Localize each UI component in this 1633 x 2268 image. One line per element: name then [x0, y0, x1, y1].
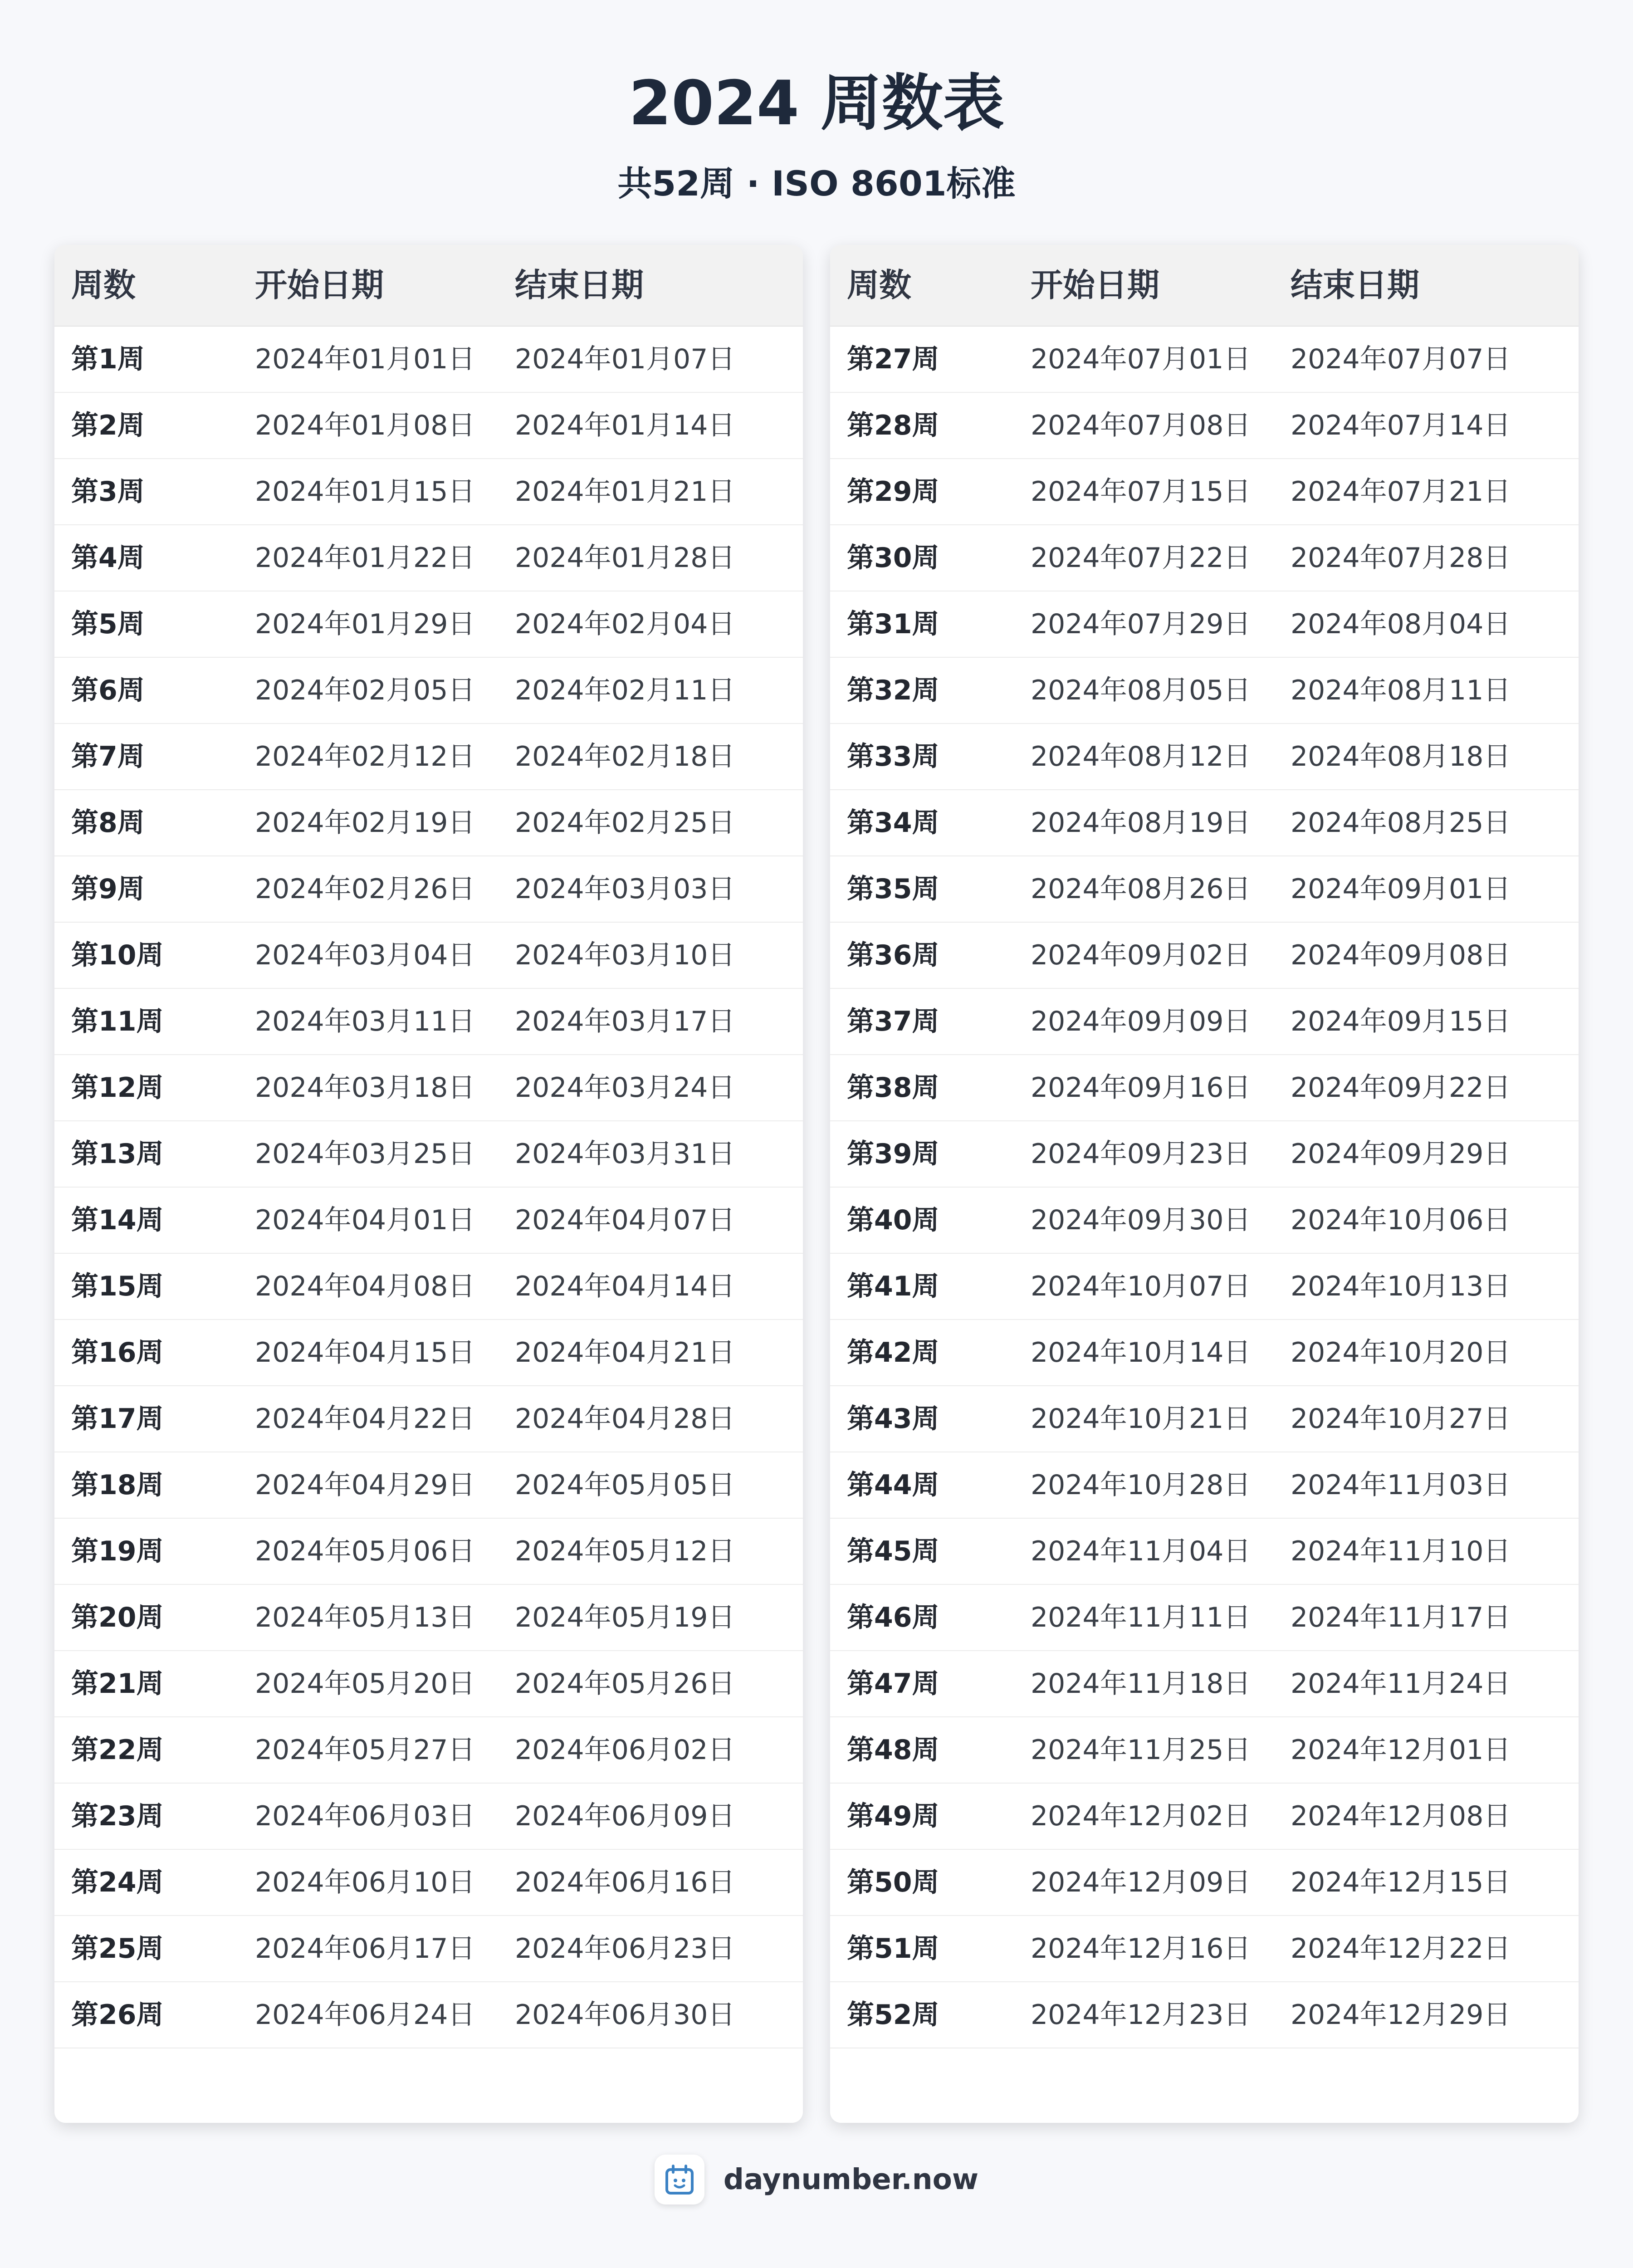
table-row	[54, 790, 803, 856]
end-date-cell: 2024年06月23日	[515, 1933, 735, 1965]
table-row	[830, 393, 1579, 459]
start-date-cell: 2024年04月08日	[255, 1271, 475, 1302]
end-date-cell: 2024年04月14日	[515, 1271, 735, 1302]
week-number-cell: 第13周	[71, 1138, 164, 1170]
table-row	[54, 1585, 803, 1651]
start-date-cell: 2024年10月28日	[1031, 1469, 1251, 1501]
end-date-cell: 2024年03月31日	[515, 1138, 735, 1170]
end-date-cell: 2024年11月24日	[1291, 1668, 1511, 1700]
start-date-cell: 2024年06月03日	[255, 1800, 475, 1832]
start-date-cell: 2024年09月02日	[1031, 939, 1251, 971]
end-date-cell: 2024年06月30日	[515, 1999, 735, 2031]
start-date-cell: 2024年07月15日	[1031, 476, 1251, 508]
end-date-cell: 2024年01月21日	[515, 476, 735, 508]
table-row	[54, 525, 803, 591]
week-number-cell: 第19周	[71, 1535, 164, 1567]
end-date-cell: 2024年05月19日	[515, 1602, 735, 1633]
table-row	[54, 1452, 803, 1519]
start-date-cell: 2024年02月26日	[255, 873, 475, 905]
week-number-cell: 第35周	[847, 873, 939, 905]
column-header-end-date: 结束日期	[515, 266, 644, 304]
week-number-cell: 第52周	[847, 1999, 939, 2031]
week-number-cell: 第18周	[71, 1469, 164, 1501]
start-date-cell: 2024年10月07日	[1031, 1271, 1251, 1302]
end-date-cell: 2024年09月29日	[1291, 1138, 1511, 1170]
start-date-cell: 2024年04月22日	[255, 1403, 475, 1435]
table-row	[54, 1784, 803, 1850]
column-header-week: 周数	[71, 266, 136, 304]
week-number-cell: 第6周	[71, 675, 145, 706]
start-date-cell: 2024年11月04日	[1031, 1535, 1251, 1567]
table-body	[54, 327, 803, 2048]
table-row	[54, 327, 803, 393]
column-header-start-date: 开始日期	[1031, 266, 1160, 304]
week-number-cell: 第20周	[71, 1602, 164, 1633]
end-date-cell: 2024年12月22日	[1291, 1933, 1511, 1965]
week-number-cell: 第10周	[71, 939, 164, 971]
week-number-cell: 第14周	[71, 1204, 164, 1236]
table-row	[830, 1519, 1579, 1585]
start-date-cell: 2024年05月20日	[255, 1668, 475, 1700]
table-row	[54, 1717, 803, 1784]
week-table-left	[54, 245, 803, 2123]
start-date-cell: 2024年02月19日	[255, 807, 475, 839]
start-date-cell: 2024年08月26日	[1031, 873, 1251, 905]
week-number-cell: 第5周	[71, 608, 145, 640]
week-number-cell: 第33周	[847, 741, 939, 772]
week-number-cell: 第47周	[847, 1668, 939, 1700]
week-number-cell: 第29周	[847, 476, 939, 508]
week-number-cell: 第17周	[71, 1403, 164, 1435]
table-row	[830, 989, 1579, 1055]
table-row	[830, 327, 1579, 393]
week-number-cell: 第3周	[71, 476, 145, 508]
start-date-cell: 2024年10月14日	[1031, 1337, 1251, 1369]
end-date-cell: 2024年06月16日	[515, 1867, 735, 1898]
table-row	[54, 1850, 803, 1916]
table-row	[54, 989, 803, 1055]
week-number-cell: 第45周	[847, 1535, 939, 1567]
table-row	[54, 459, 803, 525]
table-row	[54, 1386, 803, 1452]
week-number-cell: 第41周	[847, 1271, 939, 1302]
start-date-cell: 2024年09月16日	[1031, 1072, 1251, 1104]
table-row	[54, 923, 803, 989]
week-number-cell: 第39周	[847, 1138, 939, 1170]
table-body	[830, 327, 1579, 2048]
table-row	[54, 1916, 803, 1982]
table-row	[54, 1254, 803, 1320]
week-number-cell: 第30周	[847, 542, 939, 574]
start-date-cell: 2024年08月19日	[1031, 807, 1251, 839]
end-date-cell: 2024年09月01日	[1291, 873, 1511, 905]
week-number-cell: 第25周	[71, 1933, 164, 1965]
end-date-cell: 2024年10月27日	[1291, 1403, 1511, 1435]
week-number-cell: 第4周	[71, 542, 145, 574]
table-row	[830, 1717, 1579, 1784]
start-date-cell: 2024年01月08日	[255, 410, 475, 441]
end-date-cell: 2024年02月04日	[515, 608, 735, 640]
table-row	[54, 724, 803, 790]
start-date-cell: 2024年08月05日	[1031, 675, 1251, 706]
end-date-cell: 2024年09月22日	[1291, 1072, 1511, 1104]
week-number-cell: 第21周	[71, 1668, 164, 1700]
week-number-cell: 第43周	[847, 1403, 939, 1435]
week-number-cell: 第12周	[71, 1072, 164, 1104]
start-date-cell: 2024年12月16日	[1031, 1933, 1251, 1965]
table-row	[830, 1121, 1579, 1188]
start-date-cell: 2024年04月29日	[255, 1469, 475, 1501]
end-date-cell: 2024年02月18日	[515, 741, 735, 772]
end-date-cell: 2024年08月18日	[1291, 741, 1511, 772]
week-number-cell: 第11周	[71, 1006, 164, 1037]
end-date-cell: 2024年07月14日	[1291, 410, 1511, 441]
end-date-cell: 2024年02月11日	[515, 675, 735, 706]
end-date-cell: 2024年11月03日	[1291, 1469, 1511, 1501]
week-number-cell: 第7周	[71, 741, 145, 772]
end-date-cell: 2024年10月20日	[1291, 1337, 1511, 1369]
start-date-cell: 2024年01月15日	[255, 476, 475, 508]
table-row	[830, 1452, 1579, 1519]
table-row	[830, 1320, 1579, 1386]
table-row	[54, 1188, 803, 1254]
week-number-cell: 第38周	[847, 1072, 939, 1104]
start-date-cell: 2024年01月01日	[255, 343, 475, 375]
week-number-cell: 第40周	[847, 1204, 939, 1236]
start-date-cell: 2024年02月12日	[255, 741, 475, 772]
start-date-cell: 2024年04月01日	[255, 1204, 475, 1236]
footer	[0, 2155, 1633, 2204]
end-date-cell: 2024年08月25日	[1291, 807, 1511, 839]
table-row	[54, 856, 803, 923]
week-number-cell: 第9周	[71, 873, 145, 905]
table-row	[830, 658, 1579, 724]
end-date-cell: 2024年04月21日	[515, 1337, 735, 1369]
end-date-cell: 2024年12月01日	[1291, 1734, 1511, 1766]
table-row	[54, 1320, 803, 1386]
start-date-cell: 2024年03月11日	[255, 1006, 475, 1037]
table-row	[830, 1916, 1579, 1982]
table-row	[830, 856, 1579, 923]
page-title: 2024 周数表	[629, 68, 1004, 139]
end-date-cell: 2024年05月26日	[515, 1668, 735, 1700]
column-header-week: 周数	[847, 266, 912, 304]
start-date-cell: 2024年10月21日	[1031, 1403, 1251, 1435]
table-row	[830, 1055, 1579, 1121]
start-date-cell: 2024年07月22日	[1031, 542, 1251, 574]
table-row	[830, 724, 1579, 790]
table-row	[830, 459, 1579, 525]
table-row	[54, 1055, 803, 1121]
table-row	[830, 1651, 1579, 1717]
table-row	[54, 393, 803, 459]
table-row	[830, 1188, 1579, 1254]
week-number-cell: 第15周	[71, 1271, 164, 1302]
week-number-cell: 第2周	[71, 410, 145, 441]
start-date-cell: 2024年05月06日	[255, 1535, 475, 1567]
week-number-cell: 第16周	[71, 1337, 164, 1369]
start-date-cell: 2024年05月27日	[255, 1734, 475, 1766]
end-date-cell: 2024年07月21日	[1291, 476, 1511, 508]
start-date-cell: 2024年11月11日	[1031, 1602, 1251, 1633]
week-number-cell: 第26周	[71, 1999, 164, 2031]
end-date-cell: 2024年02月25日	[515, 807, 735, 839]
table-row	[830, 1982, 1579, 2048]
start-date-cell: 2024年09月09日	[1031, 1006, 1251, 1037]
start-date-cell: 2024年06月10日	[255, 1867, 475, 1898]
start-date-cell: 2024年03月25日	[255, 1138, 475, 1170]
start-date-cell: 2024年06月17日	[255, 1933, 475, 1965]
start-date-cell: 2024年03月18日	[255, 1072, 475, 1104]
start-date-cell: 2024年12月02日	[1031, 1800, 1251, 1832]
table-row	[830, 1254, 1579, 1320]
week-number-cell: 第51周	[847, 1933, 939, 1965]
start-date-cell: 2024年11月18日	[1031, 1668, 1251, 1700]
end-date-cell: 2024年06月02日	[515, 1734, 735, 1766]
week-number-cell: 第31周	[847, 608, 939, 640]
end-date-cell: 2024年09月15日	[1291, 1006, 1511, 1037]
week-number-cell: 第8周	[71, 807, 145, 839]
start-date-cell: 2024年07月29日	[1031, 608, 1251, 640]
end-date-cell: 2024年12月08日	[1291, 1800, 1511, 1832]
week-number-cell: 第1周	[71, 343, 145, 375]
calendar-smile-icon	[655, 2155, 704, 2204]
end-date-cell: 2024年07月07日	[1291, 343, 1511, 375]
week-number-cell: 第36周	[847, 939, 939, 971]
week-number-cell: 第23周	[71, 1800, 164, 1832]
end-date-cell: 2024年04月28日	[515, 1403, 735, 1435]
end-date-cell: 2024年08月11日	[1291, 675, 1511, 706]
table-row	[54, 1651, 803, 1717]
start-date-cell: 2024年11月25日	[1031, 1734, 1251, 1766]
page-subtitle: 共52周 · ISO 8601标准	[617, 163, 1016, 204]
end-date-cell: 2024年01月07日	[515, 343, 735, 375]
table-row	[54, 1519, 803, 1585]
week-number-cell: 第44周	[847, 1469, 939, 1501]
column-header-end-date: 结束日期	[1291, 266, 1420, 304]
end-date-cell: 2024年08月04日	[1291, 608, 1511, 640]
week-number-cell: 第37周	[847, 1006, 939, 1037]
start-date-cell: 2024年07月01日	[1031, 343, 1251, 375]
week-number-cell: 第22周	[71, 1734, 164, 1766]
start-date-cell: 2024年06月24日	[255, 1999, 475, 2031]
end-date-cell: 2024年03月03日	[515, 873, 735, 905]
end-date-cell: 2024年01月28日	[515, 542, 735, 574]
end-date-cell: 2024年04月07日	[515, 1204, 735, 1236]
column-header-start-date: 开始日期	[255, 266, 384, 304]
start-date-cell: 2024年04月15日	[255, 1337, 475, 1369]
start-date-cell: 2024年05月13日	[255, 1602, 475, 1633]
table-row	[54, 1121, 803, 1188]
table-row	[830, 1386, 1579, 1452]
table-header	[54, 245, 803, 327]
week-number-cell: 第48周	[847, 1734, 939, 1766]
end-date-cell: 2024年03月17日	[515, 1006, 735, 1037]
end-date-cell: 2024年06月09日	[515, 1800, 735, 1832]
end-date-cell: 2024年09月08日	[1291, 939, 1511, 971]
week-number-cell: 第28周	[847, 410, 939, 441]
end-date-cell: 2024年12月29日	[1291, 1999, 1511, 2031]
week-number-cell: 第49周	[847, 1800, 939, 1832]
end-date-cell: 2024年11月10日	[1291, 1535, 1511, 1567]
start-date-cell: 2024年07月08日	[1031, 410, 1251, 441]
start-date-cell: 2024年08月12日	[1031, 741, 1251, 772]
end-date-cell: 2024年05月12日	[515, 1535, 735, 1567]
end-date-cell: 2024年10月06日	[1291, 1204, 1511, 1236]
end-date-cell: 2024年12月15日	[1291, 1867, 1511, 1898]
site-name: daynumber.now	[723, 2163, 979, 2196]
start-date-cell: 2024年03月04日	[255, 939, 475, 971]
start-date-cell: 2024年09月23日	[1031, 1138, 1251, 1170]
week-table-right	[830, 245, 1579, 2123]
end-date-cell: 2024年07月28日	[1291, 542, 1511, 574]
table-row	[54, 591, 803, 658]
table-row	[54, 1982, 803, 2048]
start-date-cell: 2024年12月09日	[1031, 1867, 1251, 1898]
table-row	[830, 923, 1579, 989]
table-row	[54, 658, 803, 724]
start-date-cell: 2024年09月30日	[1031, 1204, 1251, 1236]
start-date-cell: 2024年12月23日	[1031, 1999, 1251, 2031]
week-number-cell: 第24周	[71, 1867, 164, 1898]
week-number-cell: 第46周	[847, 1602, 939, 1633]
table-row	[830, 1784, 1579, 1850]
end-date-cell: 2024年10月13日	[1291, 1271, 1511, 1302]
table-row	[830, 591, 1579, 658]
table-row	[830, 1585, 1579, 1651]
end-date-cell: 2024年03月24日	[515, 1072, 735, 1104]
end-date-cell: 2024年11月17日	[1291, 1602, 1511, 1633]
start-date-cell: 2024年02月05日	[255, 675, 475, 706]
week-number-cell: 第50周	[847, 1867, 939, 1898]
table-row	[830, 790, 1579, 856]
end-date-cell: 2024年03月10日	[515, 939, 735, 971]
start-date-cell: 2024年01月29日	[255, 608, 475, 640]
table-header	[830, 245, 1579, 327]
table-row	[830, 1850, 1579, 1916]
week-number-cell: 第42周	[847, 1337, 939, 1369]
week-number-cell: 第32周	[847, 675, 939, 706]
end-date-cell: 2024年05月05日	[515, 1469, 735, 1501]
week-number-cell: 第34周	[847, 807, 939, 839]
table-row	[830, 525, 1579, 591]
end-date-cell: 2024年01月14日	[515, 410, 735, 441]
week-number-cell: 第27周	[847, 343, 939, 375]
start-date-cell: 2024年01月22日	[255, 542, 475, 574]
